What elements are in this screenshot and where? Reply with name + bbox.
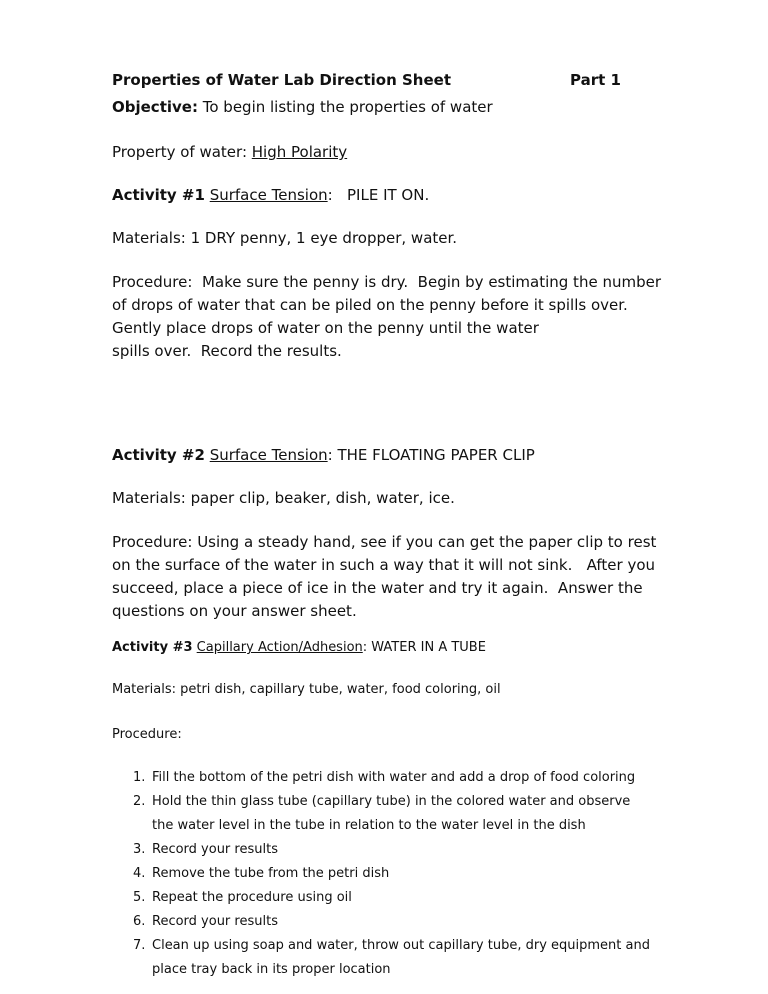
- part-label: Part 1: [570, 71, 621, 89]
- activity2-procedure: succeed, place a piece of ice in the water and try it again. Answer the: [112, 579, 643, 597]
- step-number: 1.: [133, 770, 146, 785]
- step-text: Record your results: [152, 842, 278, 857]
- step-text: Remove the tube from the petri dish: [152, 866, 390, 881]
- step-number: 6.: [133, 914, 146, 929]
- activity3-heading: Activity #3 Capillary Action/Adhesion: WATER IN A TUBE: [112, 640, 486, 655]
- activity1-heading: Activity #1 Surface Tension: PILE IT ON.: [112, 186, 430, 204]
- step-text: Repeat the procedure using oil: [152, 890, 352, 905]
- activity2-heading: Activity #2 Surface Tension: THE FLOATING PAPER CLIP: [112, 446, 535, 464]
- step-number: 7.: [133, 938, 146, 953]
- step-text: the water level in the tube in relation to the water level in the dish: [152, 818, 586, 833]
- activity3-procedure-label: Procedure:: [112, 727, 182, 742]
- activity2-procedure: Procedure: Using a steady hand, see if you can get the paper clip to rest: [112, 533, 657, 551]
- activity1-procedure: spills over. Record the results.: [112, 342, 342, 360]
- step-number: 3.: [133, 842, 146, 857]
- step-text: Hold the thin glass tube (capillary tube) in the colored water and observe: [152, 794, 631, 809]
- step-text: Fill the bottom of the petri dish with water and add a drop of food coloring: [152, 770, 636, 785]
- activity2-materials: Materials: paper clip, beaker, dish, water, ice.: [112, 489, 455, 507]
- activity3-materials: Materials: petri dish, capillary tube, water, food coloring, oil: [112, 682, 501, 697]
- property: Property of water: High Polarity: [112, 143, 348, 161]
- page-title: Properties of Water Lab Direction Sheet: [112, 71, 452, 89]
- step-text: Record your results: [152, 914, 278, 929]
- step-text: Clean up using soap and water, throw out capillary tube, dry equipment and: [152, 938, 650, 953]
- activity2-procedure: on the surface of the water in such a way that it will not sink. After you: [112, 556, 656, 574]
- activity1-materials: Materials: 1 DRY penny, 1 eye dropper, water.: [112, 229, 458, 247]
- activity2-procedure: questions on your answer sheet.: [112, 602, 357, 620]
- activity1-procedure: Gently place drops of water on the penny until the water: [112, 319, 539, 337]
- step-number: 5.: [133, 890, 146, 905]
- step-text: place tray back in its proper location: [152, 962, 391, 977]
- step-number: 2.: [133, 794, 146, 809]
- objective: Objective: To begin listing the properties of water: [112, 98, 493, 116]
- activity1-procedure: Procedure: Make sure the penny is dry. Begin by estimating the number: [112, 273, 661, 291]
- step-number: 4.: [133, 866, 146, 881]
- activity1-procedure: of drops of water that can be piled on the penny before it spills over.: [112, 296, 628, 314]
